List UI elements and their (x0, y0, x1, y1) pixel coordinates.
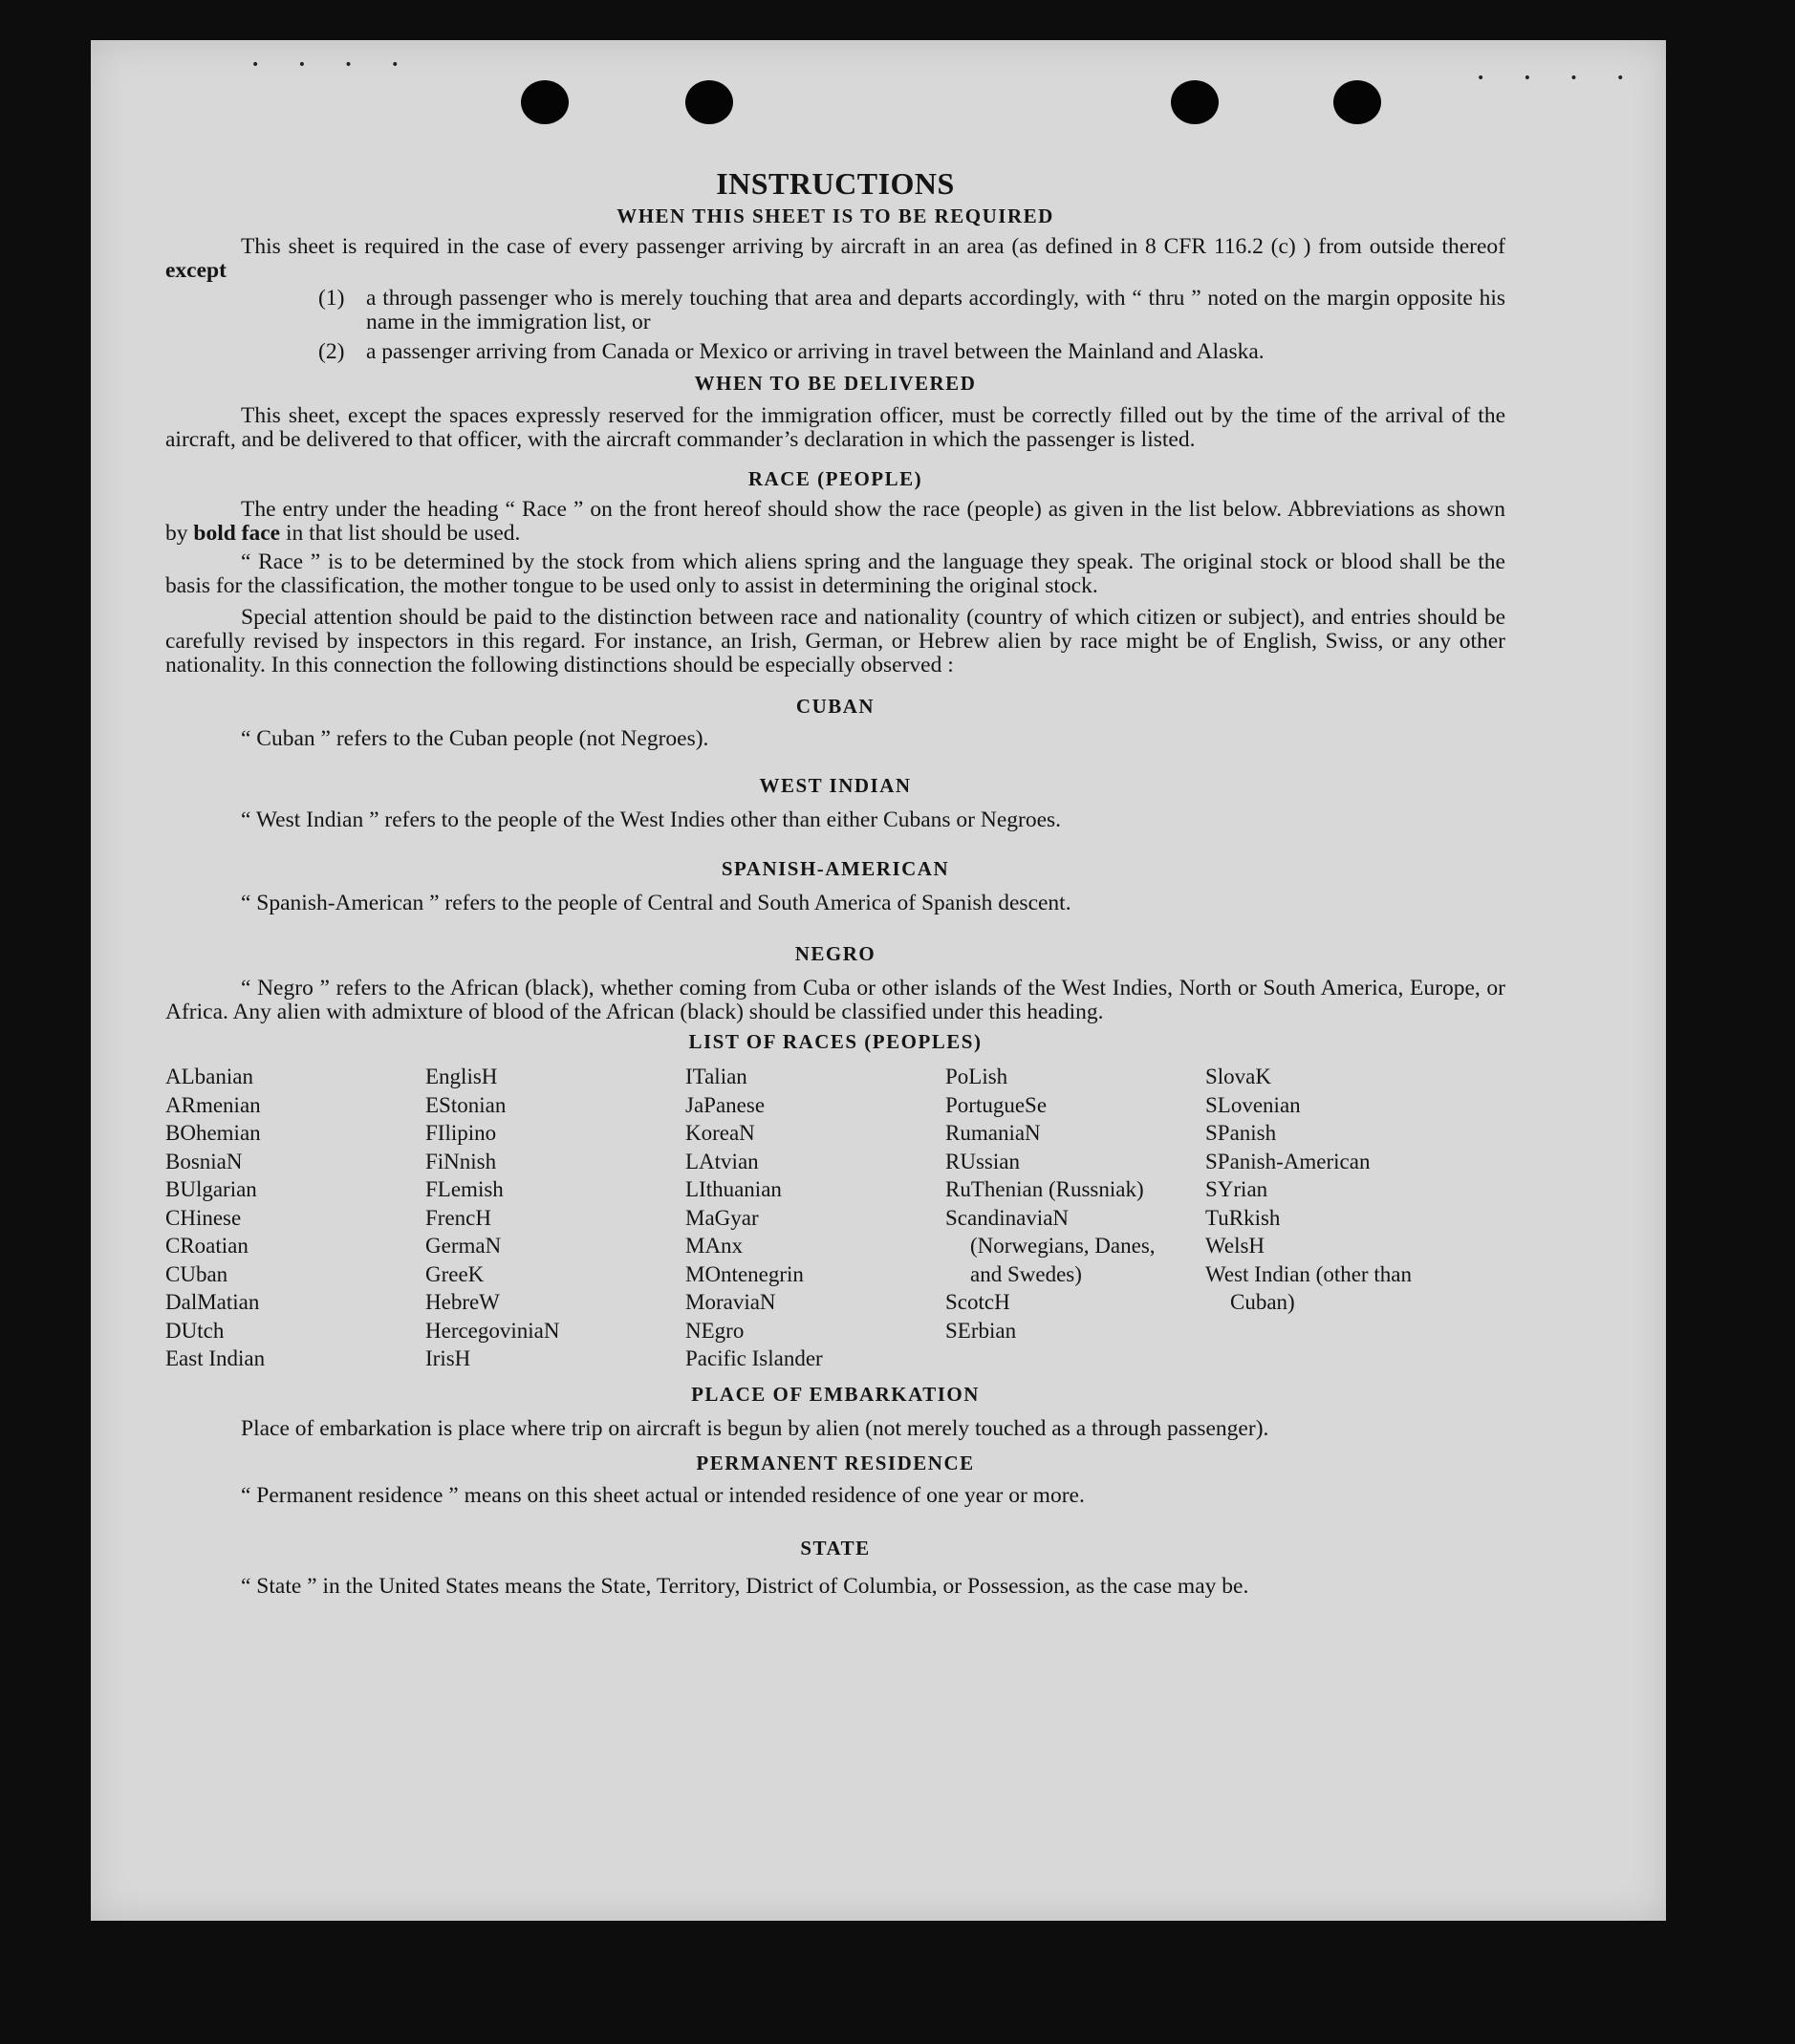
race-entry: Pacific Islander (685, 1346, 823, 1370)
race-entry: BOhemian (165, 1121, 261, 1145)
race-entry: HercegoviniaN (425, 1318, 560, 1343)
race-entry: ARmenian (165, 1092, 261, 1117)
race-column-2 (425, 1063, 685, 1373)
race-column-5 (1205, 1063, 1410, 1373)
heading-race: RACE (PEOPLE) (747, 467, 923, 490)
race-entry: FLemish (425, 1177, 504, 1201)
race-entry: West Indian (other than Cuban) (1205, 1261, 1412, 1314)
state-text: “ State ” in the United States means the State, Territory, District of Columbia, or Possession, as the case may be. (241, 1573, 1249, 1599)
race-entry: JaPanese (685, 1092, 766, 1117)
race-entry: ScandinaviaN (Norwegians, Danes, and Swedes) (945, 1205, 1156, 1286)
race-entry: GreeK (425, 1261, 485, 1286)
race-entry: ITalian (685, 1065, 747, 1088)
heading-when-delivered: WHEN TO BE DELIVERED (694, 372, 977, 395)
race-entry: RuThenian (Russniak) (945, 1177, 1144, 1201)
when-delivered-text: This sheet, except the spaces expressly reserved for the immigration officer, must be correctly filled out by the time of the arrival of the aircraft, and be delivered to that officer, with the aircraft commander’s declaration in which the passenger is listed. (165, 403, 1505, 452)
race-entry: BosniaN (165, 1149, 243, 1173)
race-entry: WelsH (1205, 1234, 1265, 1258)
race-entry: MOntenegrin (685, 1261, 804, 1286)
race-column-3 (685, 1063, 945, 1373)
race-entry: CUban (165, 1261, 228, 1286)
race-entry: BUlgarian (165, 1177, 257, 1201)
page-title: INSTRUCTIONS (716, 166, 955, 201)
negro-text: “ Negro ” refers to the African (black), whether coming from Cuba or other islands of the West Indies, North or South America, Europe, or Africa. Any alien with admixture of blood of the African (black) should be classified under this heading. (165, 976, 1505, 1024)
race-entry: MAnx (685, 1234, 744, 1258)
exception-text: a through passenger who is merely touching that area and departs accordingly, with “ thru ” noted on the margin opposite his name in the immigration list, or (366, 286, 1505, 334)
race-entry: EStonian (425, 1092, 507, 1117)
heading-state: STATE (800, 1536, 871, 1560)
punch-hole (521, 80, 569, 124)
race-column-4 (945, 1063, 1205, 1373)
race-entry: IrisH (425, 1346, 471, 1370)
race-entry: MoraviaN (685, 1290, 776, 1314)
race-entry: EnglisH (425, 1065, 498, 1088)
spanish-american-text: “ Spanish-American ” refers to the people of Central and South America of Spanish descent. (241, 891, 1071, 915)
race-entry: CRoatian (165, 1234, 249, 1258)
race-paragraph-1-end: in that list should be used. (285, 521, 521, 546)
race-entry: PoLish (945, 1065, 1008, 1088)
race-entry: SlovaK (1205, 1065, 1271, 1088)
heading-west-indian: WEST INDIAN (759, 774, 912, 797)
race-entry: DalMatian (165, 1290, 260, 1314)
race-entry: SPanish (1205, 1121, 1277, 1145)
punch-hole (1333, 80, 1381, 124)
race-entry: SYrian (1205, 1177, 1268, 1201)
race-paragraph-1-text: The entry under the heading “ Race ” on the front hereof should show the race (people) as given in the list below. Abbreviations as shown by (165, 497, 1505, 546)
heading-spanish-american: SPANISH-AMERICAN (721, 857, 950, 880)
race-entry: HebreW (425, 1290, 500, 1314)
instructions-content (165, 166, 1505, 1602)
race-entry: GermaN (425, 1234, 502, 1258)
cuban-text: “ Cuban ” refers to the Cuban people (not Negroes). (241, 726, 709, 751)
race-entry: MaGyar (685, 1205, 759, 1230)
race-entry: FiNnish (425, 1149, 497, 1173)
race-list (165, 1063, 1505, 1373)
race-entry: SPanish-American (1205, 1149, 1371, 1173)
race-paragraph-1 (165, 498, 1505, 546)
race-entry: DUtch (165, 1318, 225, 1343)
race-entry: TuRkish (1205, 1205, 1281, 1230)
race-entry: PortugueSe (945, 1092, 1048, 1117)
exception-item-1 (318, 287, 1505, 334)
race-entry: FrencH (425, 1205, 491, 1230)
heading-list-of-races: LIST OF RACES (PEOPLES) (688, 1030, 983, 1053)
race-paragraph-3: Special attention should be paid to the distinction between race and nationality (country of which citizen or subject), and entries should be carefully revised by inspectors in this regard. For instance, an Irish, German, or Hebrew alien by race might be of English, Swiss, or any other nationality. In this connection the following distinctions should be especially observed : (165, 605, 1505, 678)
race-entry: RUssian (945, 1149, 1020, 1173)
race-entry: NEgro (685, 1318, 745, 1343)
punch-hole (685, 80, 733, 124)
exception-number: (2) (318, 339, 345, 364)
race-entry: KoreaN (685, 1121, 755, 1145)
race-entry: RumaniaN (945, 1121, 1041, 1145)
heading-permanent-residence: PERMANENT RESIDENCE (696, 1451, 975, 1474)
race-column-1 (165, 1063, 425, 1373)
heading-embarkation: PLACE OF EMBARKATION (691, 1382, 980, 1406)
print-specks: • • • • (1477, 71, 1642, 86)
west-indian-text: “ West Indian ” refers to the people of the West Indies other than either Cubans or Negroes. (241, 807, 1062, 832)
race-bold-face: bold face (193, 521, 281, 546)
heading-cuban: CUBAN (795, 695, 876, 718)
race-entry: SErbian (945, 1318, 1017, 1343)
heading-when-required: WHEN THIS SHEET IS TO BE REQUIRED (616, 204, 1054, 227)
race-paragraph-2: “ Race ” is to be determined by the stock from which aliens spring and the language they speak. The original stock or blood shall be the basis for the classification, the mother tongue to be used only to assist in determining the original stock. (165, 549, 1505, 598)
when-required-intro-text: This sheet is required in the case of every passenger arriving by aircraft in an area (as defined in 8 CFR 116.2 (c) ) from outside thereof (241, 234, 1505, 259)
punch-hole (1171, 80, 1219, 124)
embarkation-text: Place of embarkation is place where trip on aircraft is begun by alien (not merely touched as a through passenger). (241, 1415, 1269, 1441)
race-entry: ScotcH (945, 1290, 1010, 1314)
permanent-residence-text: “ Permanent residence ” means on this sheet actual or intended residence of one year or more. (241, 1482, 1085, 1508)
when-required-except: except (165, 258, 227, 283)
exception-item-2 (318, 340, 1505, 364)
exception-text: a passenger arriving from Canada or Mexico or arriving in travel between the Mainland and Alaska. (366, 339, 1265, 364)
race-entry: ALbanian (165, 1065, 253, 1088)
race-entry: SLovenian (1205, 1092, 1301, 1117)
exception-number: (1) (318, 286, 345, 311)
race-entry: CHinese (165, 1205, 242, 1230)
race-entry: FIlipino (425, 1121, 497, 1145)
heading-negro: NEGRO (794, 942, 876, 965)
race-entry: East Indian (165, 1346, 266, 1370)
when-required-intro (165, 235, 1505, 283)
race-entry: LIthuanian (685, 1177, 782, 1201)
race-entry: LAtvian (685, 1149, 759, 1173)
print-specks: • • • • (251, 57, 417, 73)
